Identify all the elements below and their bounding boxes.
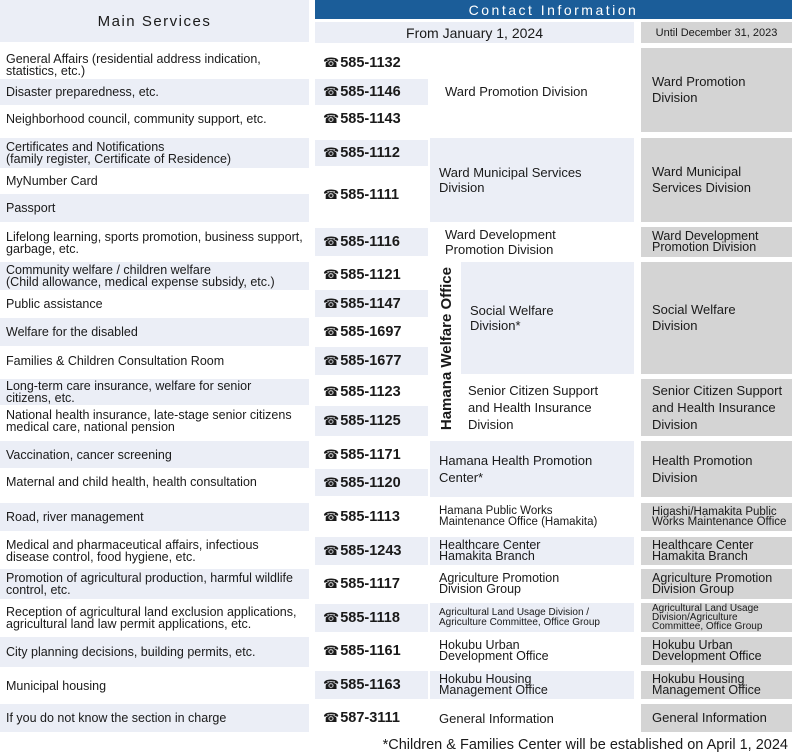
service-national-health-insurance: National health insurance, late-stage senior citizens medical care, national pension bbox=[6, 408, 292, 434]
phone-icon: ☎ bbox=[323, 543, 340, 558]
phone-number: ☎ 585-1123 bbox=[323, 384, 401, 400]
division-senior-citizen-support: Senior Citizen Support and Health Insurance Division bbox=[468, 383, 599, 432]
service-medical-pharmaceutical: Medical and pharmaceutical affairs, infectious disease control, food hygiene, etc. bbox=[6, 538, 259, 564]
phone-number: ☎ 585-1143 bbox=[323, 111, 401, 127]
service-neighborhood-council: Neighborhood council, community support, etc. bbox=[6, 112, 267, 126]
phone-icon: ☎ bbox=[323, 234, 340, 249]
old-division-senior-citizen-support: Senior Citizen Support and Health Insurance Division bbox=[641, 379, 792, 436]
old-division-general-information: General Information bbox=[641, 704, 792, 732]
division-hokubu-urban-development: Hokubu Urban Development Office bbox=[439, 638, 549, 663]
service-vaccination: Vaccination, cancer screening bbox=[0, 441, 309, 468]
phone-number: ☎ 585-1120 bbox=[315, 469, 428, 496]
hamana-welfare-office-label: Hamana Welfare Office bbox=[437, 266, 455, 431]
phone-icon: ☎ bbox=[323, 111, 340, 126]
service-lifelong-learning: Lifelong learning, sports promotion, business support, garbage, etc. bbox=[6, 230, 303, 256]
phone-number: ☎ 585-1677 bbox=[315, 347, 428, 375]
division-hamana-health-promotion: Hamana Health Promotion Center* bbox=[430, 441, 634, 497]
phone-icon: ☎ bbox=[323, 353, 340, 368]
service-mynumber-card: MyNumber Card bbox=[6, 174, 98, 188]
phone-number: ☎ 585-1121 bbox=[323, 267, 401, 283]
old-division-agricultural-land-usage: Agricultural Land Usage Division/Agriculture Committee, Office Group bbox=[641, 603, 792, 632]
phone-number: ☎ 585-1125 bbox=[315, 406, 428, 436]
division-ward-municipal-services: Ward Municipal Services Division bbox=[430, 138, 634, 222]
service-unknown-section: If you do not know the section in charge bbox=[0, 704, 309, 732]
phone-icon: ☎ bbox=[323, 610, 340, 625]
service-certificates: Certificates and Notifications (family register, Certificate of Residence) bbox=[0, 138, 309, 168]
phone-number: ☎ 585-1161 bbox=[323, 643, 401, 659]
phone-number: ☎ 585-1147 bbox=[315, 290, 428, 317]
phone-icon: ☎ bbox=[323, 324, 340, 339]
phone-icon: ☎ bbox=[323, 384, 340, 399]
service-city-planning: City planning decisions, building permits, etc. bbox=[0, 637, 309, 667]
phone-icon: ☎ bbox=[323, 509, 340, 524]
phone-icon: ☎ bbox=[323, 55, 340, 70]
service-families-children: Families & Children Consultation Room bbox=[6, 354, 225, 368]
old-division-healthcare-center: Healthcare Center Hamakita Branch bbox=[641, 537, 792, 565]
phone-number: ☎ 585-1113 bbox=[323, 509, 400, 525]
phone-icon: ☎ bbox=[323, 145, 340, 160]
from-date-header: From January 1, 2024 bbox=[315, 22, 634, 43]
contact-information-header: Contact Information bbox=[315, 0, 792, 19]
service-long-term-care: Long-term care insurance, welfare for senior citizens, etc. bbox=[0, 379, 309, 405]
phone-icon: ☎ bbox=[323, 643, 340, 658]
service-disaster-preparedness: Disaster preparedness, etc. bbox=[0, 79, 309, 105]
phone-number: ☎ 585-1132 bbox=[323, 55, 401, 71]
phone-icon: ☎ bbox=[323, 413, 340, 428]
phone-number: ☎ 585-1112 bbox=[315, 140, 428, 166]
phone-number: ☎ 585-1117 bbox=[323, 576, 400, 592]
division-general-information: General Information bbox=[439, 710, 554, 726]
division-healthcare-center: Healthcare Center Hamakita Branch bbox=[430, 537, 634, 565]
service-general-affairs: General Affairs (residential address indication, statistics, etc.) bbox=[6, 52, 261, 78]
service-road-river: Road, river management bbox=[0, 503, 309, 531]
service-maternal-child-health: Maternal and child health, health consultation bbox=[6, 475, 257, 489]
service-agricultural-land: Reception of agricultural land exclusion applications, agricultural land law permit applications, etc. bbox=[6, 605, 297, 631]
phone-icon: ☎ bbox=[323, 295, 340, 311]
phone-icon: ☎ bbox=[323, 677, 340, 692]
division-ward-development: Ward Development Promotion Division bbox=[445, 227, 556, 257]
old-division-public-works: Higashi/Hamakita Public Works Maintenance Office bbox=[641, 503, 792, 531]
phone-number: ☎ 585-1697 bbox=[323, 324, 402, 340]
footnote: *Children & Families Center will be established on April 1, 2024 bbox=[382, 737, 788, 753]
division-social-welfare: Social Welfare Division* bbox=[461, 262, 634, 374]
phone-icon: ☎ bbox=[323, 187, 340, 202]
until-date-header: Until December 31, 2023 bbox=[641, 22, 792, 43]
phone-icon: ☎ bbox=[323, 84, 340, 99]
phone-number: ☎ 585-1163 bbox=[315, 671, 428, 699]
phone-icon: ☎ bbox=[323, 446, 340, 462]
old-division-health-promotion: Health Promotion Division bbox=[641, 441, 792, 497]
phone-icon: ☎ bbox=[323, 474, 340, 490]
phone-number: ☎ 585-1171 bbox=[323, 446, 401, 463]
phone-number: ☎ 587-3111 bbox=[323, 710, 400, 726]
old-division-agriculture-promotion: Agriculture Promotion Division Group bbox=[641, 569, 792, 599]
old-division-ward-development: Ward Development Promotion Division bbox=[641, 227, 792, 257]
service-municipal-housing: Municipal housing bbox=[6, 679, 107, 693]
old-division-hokubu-housing: Hokubu Housing Management Office bbox=[641, 671, 792, 699]
division-agricultural-land-usage: Agricultural Land Usage Division / Agriculture Committee, Office Group bbox=[430, 603, 634, 632]
phone-number: ☎ 585-1116 bbox=[315, 228, 428, 256]
main-services-header: Main Services bbox=[0, 0, 309, 42]
service-passport: Passport bbox=[0, 194, 309, 222]
phone-icon: ☎ bbox=[323, 576, 340, 591]
phone-number: ☎ 585-1118 bbox=[315, 604, 428, 632]
old-division-ward-municipal: Ward Municipal Services Division bbox=[641, 138, 792, 222]
phone-number: ☎ 585-1243 bbox=[315, 537, 428, 565]
old-division-ward-promotion: Ward Promotion Division bbox=[641, 48, 792, 132]
service-community-welfare: Community welfare / children welfare (Child allowance, medical expense subsidy, etc.) bbox=[0, 262, 309, 290]
division-hamana-public-works: Hamana Public Works Maintenance Office (Hamakita) bbox=[439, 505, 598, 528]
division-agriculture-promotion: Agriculture Promotion Division Group bbox=[439, 571, 560, 596]
phone-number: ☎ 585-1111 bbox=[323, 187, 400, 203]
phone-icon: ☎ bbox=[323, 710, 340, 725]
old-division-hokubu-urban: Hokubu Urban Development Office bbox=[641, 637, 792, 665]
phone-number: ☎ 585-1146 bbox=[315, 79, 428, 105]
division-ward-promotion: Ward Promotion Division bbox=[445, 83, 588, 99]
service-agricultural-production: Promotion of agricultural production, harmful wildlife control, etc. bbox=[0, 569, 309, 599]
service-public-assistance: Public assistance bbox=[6, 296, 103, 311]
service-welfare-disabled: Welfare for the disabled bbox=[0, 318, 309, 346]
old-division-social-welfare: Social Welfare Division bbox=[641, 262, 792, 374]
division-hokubu-housing: Hokubu Housing Management Office bbox=[430, 671, 634, 699]
phone-icon: ☎ bbox=[323, 267, 340, 282]
